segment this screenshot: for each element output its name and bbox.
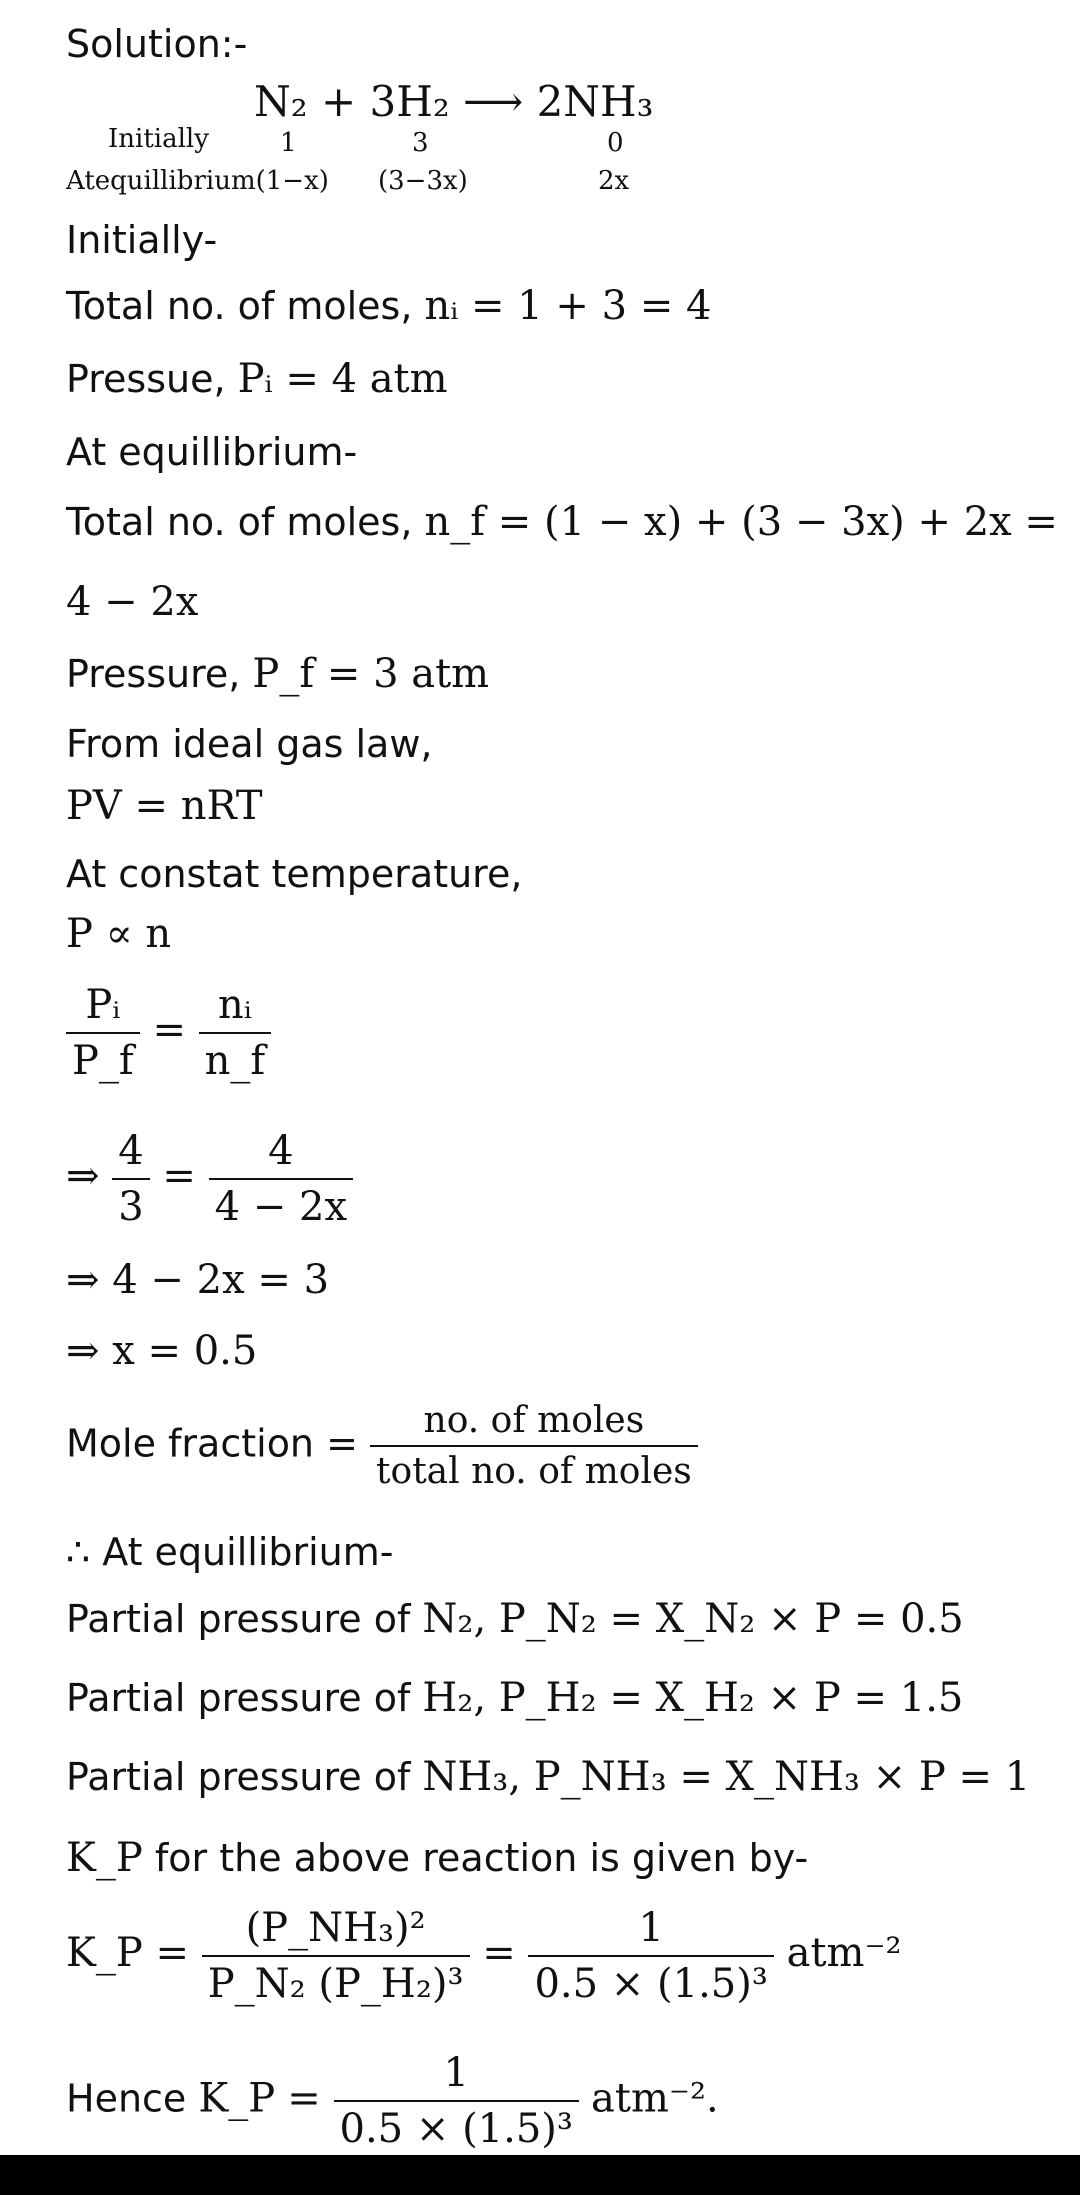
kp-frac1-num: (P_NH₃)² xyxy=(202,1905,470,1957)
hence-text: Hence xyxy=(66,2076,199,2121)
hence-line: Hence K_P = $\frac{1}{\text{0.5 × (1.5)³}}$ atm⁻². xyxy=(66,2050,719,2152)
initially-pressure-line xyxy=(66,357,448,401)
partial-nh3-math: NH₃, P_NH₃ = X_NH₃ × P = 1 xyxy=(422,1754,1031,1800)
kp-frac2-den: 0.5 × (1.5)³ xyxy=(534,1961,768,2007)
constant-temperature-text: At constat temperature, xyxy=(66,852,523,896)
initially-moles-math: nᵢ = 1 + 3 = 4 xyxy=(424,283,712,329)
hence-fraction xyxy=(334,2050,579,2152)
kp-frac1-den: P_N₂ (P_H₂)³ xyxy=(207,1961,464,2007)
proportional-relation: P ∝ n xyxy=(66,911,172,957)
ratio-rhs-fraction xyxy=(199,982,272,1084)
initially-moles-text: Total no. of moles, xyxy=(66,284,425,328)
kp-fraction-1 xyxy=(202,1905,470,2007)
step1-equation: ⇒ $\frac{4}{3}$ = $\frac{4}{4 - 2x}$ xyxy=(66,1128,353,1230)
equilibrium-title: At equillibrium- xyxy=(66,430,358,474)
ratio-lhs-den: P_f xyxy=(72,1038,134,1084)
partial-nh3-text: Partial pressure of xyxy=(66,1755,423,1799)
kp-intro-line xyxy=(66,1836,808,1880)
partial-n2-line xyxy=(66,1597,964,1641)
partial-nh3-line xyxy=(66,1755,1030,1799)
bottom-bar xyxy=(0,2155,1080,2195)
solution-heading: Solution:- xyxy=(66,22,248,66)
step1-rhs-fraction xyxy=(209,1128,353,1230)
ratio-equation: $\frac{\text{Pᵢ}}{P\_f}$ = $\frac{\text{nᵢ}}{n\_f}$ xyxy=(66,982,271,1084)
mole-fraction-num: no. of moles xyxy=(370,1400,698,1447)
kp-expression: K_P = $\frac{\text{(P\_NH₃)²}}{\text{P\_N₂ (P\_H₂)³}}$ = $\frac{1}{\text{0.5 × (1.5)³}}$ atm⁻² xyxy=(66,1905,902,2007)
step1-rhs-num: 4 xyxy=(209,1128,353,1180)
equilibrium-pressure-text: Pressure, xyxy=(66,652,253,696)
ratio-lhs-num: Pᵢ xyxy=(66,982,140,1034)
kp-intro-symbol: K_P xyxy=(66,1835,143,1881)
hence-num: 1 xyxy=(334,2050,579,2102)
initially-title: Initially- xyxy=(66,218,218,262)
equilibrium-moles-cont: 4 − 2x xyxy=(66,579,199,625)
kp-fraction-2 xyxy=(528,1905,773,2007)
equilibrium-moles-math: n_f = (1 − x) + (3 − 3x) + 2x = xyxy=(424,499,1058,545)
step1-lhs-den: 3 xyxy=(118,1184,144,1230)
initially-row-label: Initially xyxy=(108,124,209,154)
ratio-lhs-fraction xyxy=(66,982,140,1084)
equilibrium-moles-line xyxy=(66,500,1058,544)
step2-equation: ⇒ 4 − 2x = 3 xyxy=(66,1257,330,1303)
partial-title: ∴ At equillibrium- xyxy=(66,1530,394,1574)
mole-fraction-label: Mole fraction = xyxy=(66,1421,358,1466)
gaslaw-equation: PV = nRT xyxy=(66,783,263,829)
equilibrium-moles-text: Total no. of moles, xyxy=(66,500,425,544)
kp-symbol: K_P xyxy=(66,1930,143,1976)
mole-fraction-line xyxy=(66,1400,698,1492)
step1-lhs-fraction xyxy=(112,1128,149,1230)
initially-h2: 3 xyxy=(412,128,429,158)
initially-moles-line xyxy=(66,284,712,328)
equilibrium-row-label: Atequillibrium(1−x) xyxy=(66,166,329,196)
gaslaw-title: From ideal gas law, xyxy=(66,722,433,766)
partial-h2-text: Partial pressure of xyxy=(66,1676,423,1720)
equilibrium-h2: (3−3x) xyxy=(378,166,468,196)
initially-pressure-text: Pressue, xyxy=(66,357,238,401)
initially-pressure-math: Pᵢ = 4 atm xyxy=(237,356,448,402)
partial-n2-text: Partial pressure of xyxy=(66,1597,423,1641)
partial-n2-math: N₂, P_N₂ = X_N₂ × P = 0.5 xyxy=(422,1596,964,1642)
hence-den: 0.5 × (1.5)³ xyxy=(339,2106,573,2152)
mole-fraction-fraction xyxy=(370,1400,698,1492)
initially-n2: 1 xyxy=(280,128,297,158)
partial-h2-math: H₂, P_H₂ = X_H₂ × P = 1.5 xyxy=(422,1675,964,1721)
ratio-rhs-num: nᵢ xyxy=(199,982,272,1034)
step1-rhs-den: 4 − 2x xyxy=(214,1184,348,1230)
partial-h2-line xyxy=(66,1676,963,1720)
ratio-rhs-den: n_f xyxy=(204,1038,266,1084)
initially-nh3: 0 xyxy=(607,128,624,158)
equilibrium-pressure-line xyxy=(66,652,489,696)
equilibrium-nh3: 2x xyxy=(598,166,630,196)
kp-frac2-num: 1 xyxy=(528,1905,773,1957)
hence-unit: atm⁻². xyxy=(591,2075,719,2122)
equilibrium-pressure-math: P_f = 3 atm xyxy=(252,651,490,697)
hence-kp-symbol: K_P xyxy=(198,2075,276,2122)
reaction-equation: N₂ + 3H₂ ⟶ 2NH₃ xyxy=(254,77,654,126)
kp-unit: atm⁻² xyxy=(786,1930,902,1976)
mole-fraction-den: total no. of moles xyxy=(376,1451,692,1492)
kp-intro-text: for the above reaction is given by- xyxy=(142,1836,809,1880)
step1-lhs-num: 4 xyxy=(112,1128,149,1180)
step3-equation: ⇒ x = 0.5 xyxy=(66,1328,258,1374)
